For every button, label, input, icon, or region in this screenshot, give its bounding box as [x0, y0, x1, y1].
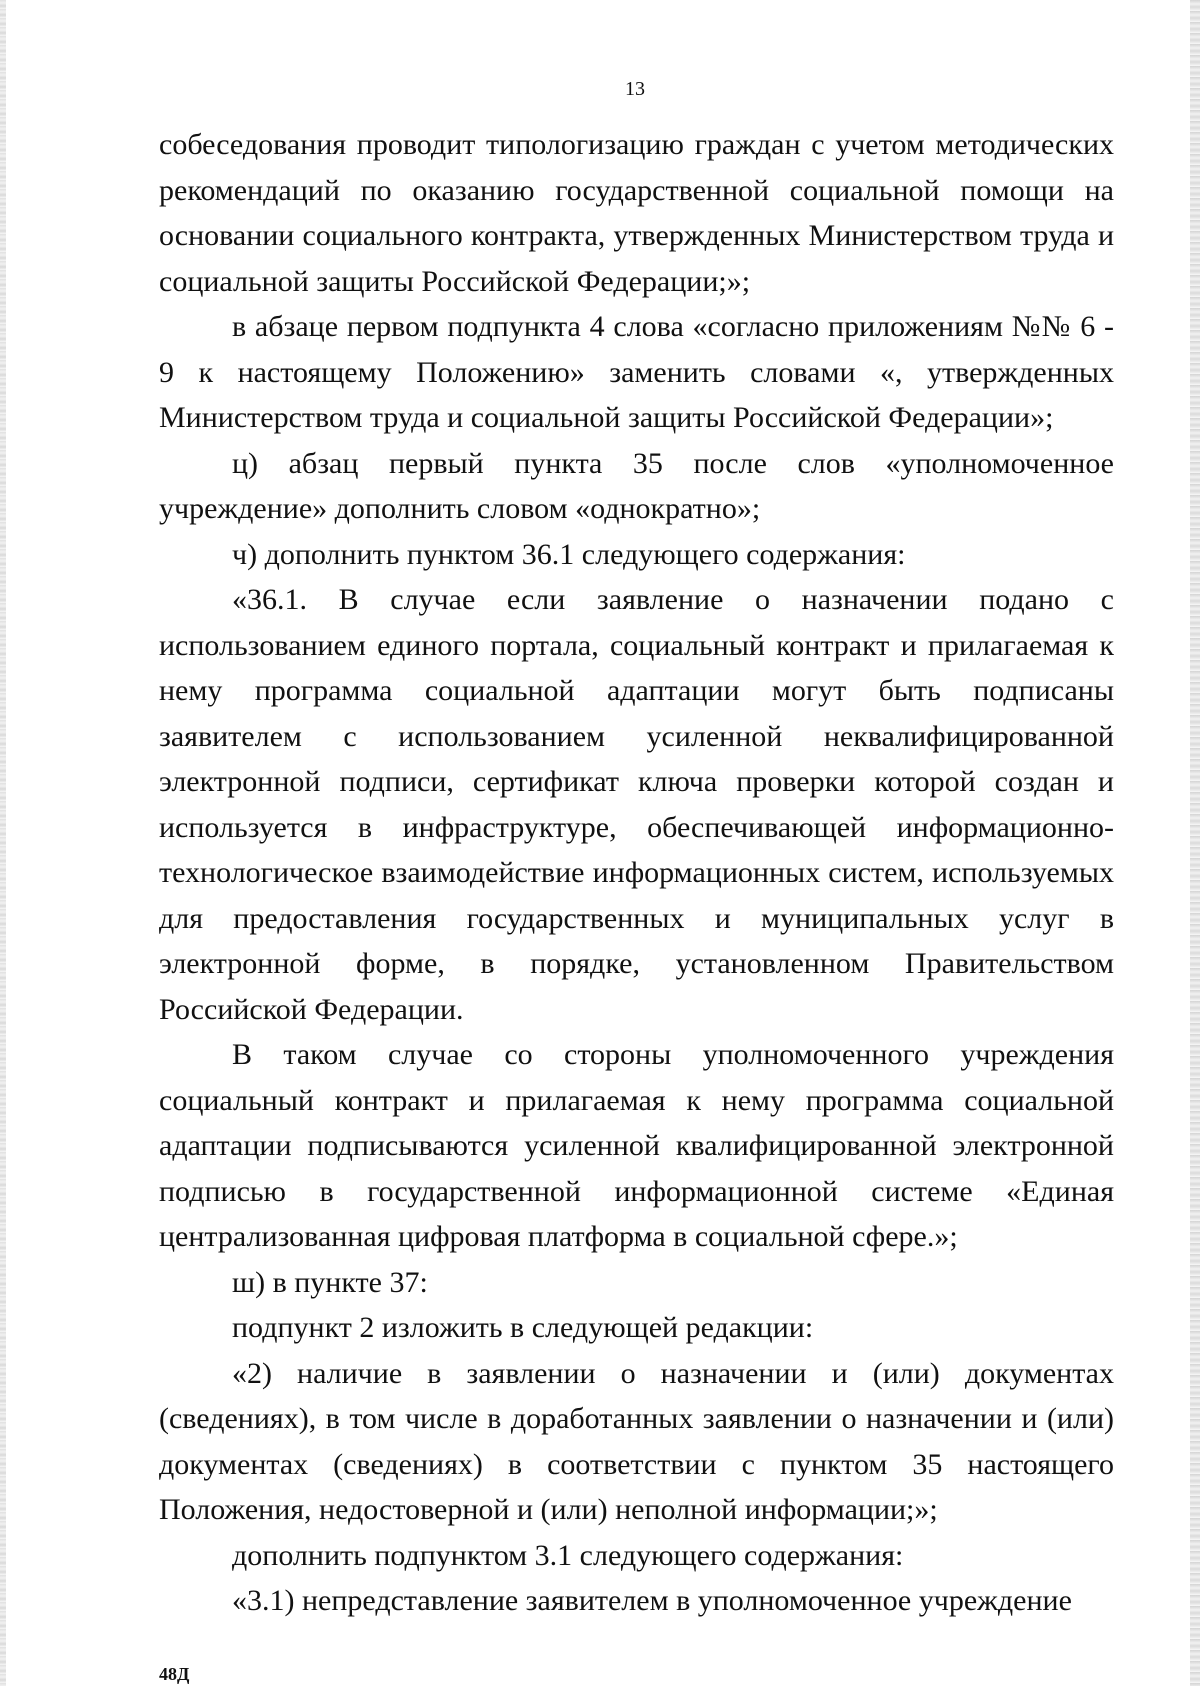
- paragraph: собеседования проводит типологизацию граждан с учетом методических рекомендаций по оказанию государственной социальной помощи на основании социального контракта, утвержденных Министерством труда и социальной защиты Российской Федерации;»;: [159, 128, 1114, 298]
- paragraph: «2) наличие в заявлении о назначении и (или) документах (сведениях), в том числе в доработанных заявлении о назначении и (или) документах (сведениях) в соответствии с пунктом 35 настоящего Положения, недостоверной и (или) неполной информации;»;: [159, 1356, 1114, 1526]
- paragraph: «36.1. В случае если заявление о назначении подано с использованием единого портала, социальный контракт и прилагаемая к нему программа социальной адаптации могут быть подписаны заявителем с использованием усиленной неквалифицированной электронной подписи, сертификат ключа проверки которой создан и используется в инфраструктуре, обеспечивающей информационно-технологическое взаимодействие информационных систем, используемых для предоставления государственных и муниципальных услуг в электронной форме, в порядке, установленном Правительством Российской Федерации.: [159, 583, 1114, 1026]
- document-body: [159, 122, 1114, 1624]
- paragraph: в абзаце первом подпункта 4 слова «согласно приложениям №№ 6 - 9 к настоящему Положению» заменить словами «, утвержденных Министерством труда и социальной защиты Российской Федерации»;: [159, 310, 1114, 434]
- paragraph: дополнить подпунктом 3.1 следующего содержания:: [232, 1538, 904, 1572]
- paragraph: подпункт 2 изложить в следующей редакции:: [232, 1311, 814, 1344]
- page-number: 13: [625, 78, 645, 100]
- scan-edge-left: [0, 0, 6, 1686]
- paragraph: ч) дополнить пунктом 36.1 следующего содержания:: [232, 537, 906, 571]
- paragraph: В таком случае со стороны уполномоченного учреждения социальный контракт и прилагаемая к нему программа социальной адаптации подписываются усиленной квалифицированной электронной подписью в государственной информационной системе «Единая централизованная цифровая платформа в социальной сфере.»;: [159, 1038, 1114, 1253]
- scan-edge-right: [1190, 0, 1200, 1686]
- paragraph: ц) абзац первый пункта 35 после слов «уполномоченное учреждение» дополнить словом «однократно»;: [159, 446, 1114, 525]
- paragraph: ш) в пункте 37:: [232, 1265, 428, 1299]
- paragraph: «3.1) непредставление заявителем в уполномоченное учреждение: [232, 1584, 1072, 1617]
- footer-document-code: 48Д: [159, 1664, 190, 1684]
